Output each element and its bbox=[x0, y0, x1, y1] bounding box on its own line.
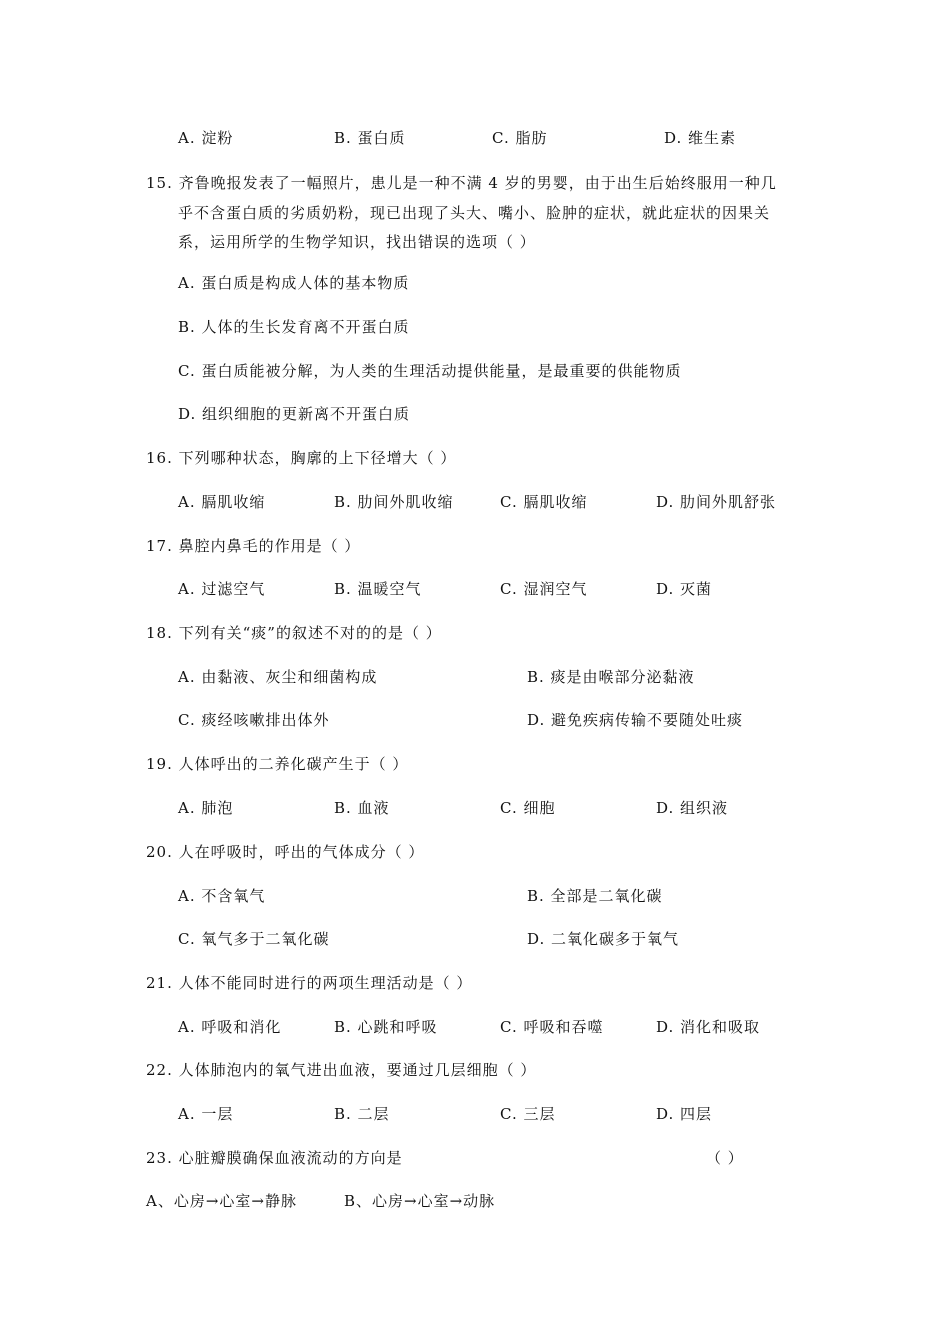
q17-option-b: B. 温暖空气 bbox=[334, 580, 422, 598]
q15-stem-line-1: 15. 齐鲁晚报发表了一幅照片，患儿是一种不满 4 岁的男婴，由于出生后始终服用一种几 bbox=[146, 174, 777, 192]
q21-option-c: C. 呼吸和吞噬 bbox=[500, 1018, 604, 1036]
q17-option-c: C. 湿润空气 bbox=[500, 580, 588, 598]
q19-option-b: B. 血液 bbox=[334, 799, 390, 817]
q14-option-a: A. 淀粉 bbox=[178, 129, 234, 147]
q19-stem: 19. 人体呼出的二养化碳产生于（ ） bbox=[146, 755, 409, 773]
q15-stem-line-2: 乎不含蛋白质的劣质奶粉，现已出现了头大、嘴小、脸肿的症状，就此症状的因果关 bbox=[178, 204, 771, 222]
q18-stem: 18. 下列有关“痰”的叙述不对的的是（ ） bbox=[146, 624, 442, 642]
q20-option-a: A. 不含氧气 bbox=[178, 887, 266, 905]
q21-option-d: D. 消化和吸取 bbox=[656, 1018, 761, 1036]
q22-option-c: C. 三层 bbox=[500, 1105, 556, 1123]
q19-option-a: A. 肺泡 bbox=[178, 799, 234, 817]
q18-option-b: B. 痰是由喉部分泌黏液 bbox=[527, 668, 695, 686]
q15-stem-line-3: 系，运用所学的生物学知识，找出错误的选项（ ） bbox=[178, 233, 536, 251]
q15-option-c: C. 蛋白质能被分解，为人类的生理活动提供能量，是最重要的供能物质 bbox=[178, 362, 682, 380]
q16-option-c: C. 膈肌收缩 bbox=[500, 493, 588, 511]
q18-option-d: D. 避免疾病传输不要随处吐痰 bbox=[527, 711, 744, 729]
q14-option-c: C. 脂肪 bbox=[492, 129, 548, 147]
q22-stem: 22. 人体肺泡内的氧气进出血液，要通过几层细胞（ ） bbox=[146, 1061, 537, 1079]
q18-option-a: A. 由黏液、灰尘和细菌构成 bbox=[178, 668, 378, 686]
q19-option-c: C. 细胞 bbox=[500, 799, 556, 817]
q15-option-d: D. 组织细胞的更新离不开蛋白质 bbox=[178, 405, 411, 423]
q20-option-c: C. 氧气多于二氧化碳 bbox=[178, 930, 330, 948]
q16-option-b: B. 肋间外肌收缩 bbox=[334, 493, 454, 511]
q20-stem: 20. 人在呼吸时，呼出的气体成分（ ） bbox=[146, 843, 425, 861]
q22-option-d: D. 四层 bbox=[656, 1105, 713, 1123]
q19-option-d: D. 组织液 bbox=[656, 799, 729, 817]
q15-option-b: B. 人体的生长发育离不开蛋白质 bbox=[178, 318, 410, 336]
q14-option-d: D. 维生素 bbox=[664, 129, 737, 147]
q17-option-a: A. 过滤空气 bbox=[178, 580, 266, 598]
q21-stem: 21. 人体不能同时进行的两项生理活动是（ ） bbox=[146, 974, 473, 992]
q23-option-a: A、心房→心室→静脉 bbox=[146, 1192, 297, 1210]
q21-option-a: A. 呼吸和消化 bbox=[178, 1018, 282, 1036]
q23-stem: 23. 心脏瓣膜确保血液流动的方向是 bbox=[146, 1149, 403, 1167]
q16-option-a: A. 膈肌收缩 bbox=[178, 493, 266, 511]
q20-option-d: D. 二氧化碳多于氧气 bbox=[527, 930, 680, 948]
q17-stem: 17. 鼻腔内鼻毛的作用是（ ） bbox=[146, 537, 361, 555]
q15-option-a: A. 蛋白质是构成人体的基本物质 bbox=[178, 274, 410, 292]
q23-option-b: B、心房→心室→动脉 bbox=[344, 1192, 496, 1210]
q20-option-b: B. 全部是二氧化碳 bbox=[527, 887, 663, 905]
q17-option-d: D. 灭菌 bbox=[656, 580, 713, 598]
q14-option-b: B. 蛋白质 bbox=[334, 129, 406, 147]
q22-option-a: A. 一层 bbox=[178, 1105, 234, 1123]
q16-stem: 16. 下列哪种状态，胸廓的上下径增大（ ） bbox=[146, 449, 457, 467]
q18-option-c: C. 痰经咳嗽排出体外 bbox=[178, 711, 330, 729]
q21-option-b: B. 心跳和呼吸 bbox=[334, 1018, 438, 1036]
q16-option-d: D. 肋间外肌舒张 bbox=[656, 493, 777, 511]
q22-option-b: B. 二层 bbox=[334, 1105, 390, 1123]
q23-answer-paren: （ ） bbox=[706, 1149, 744, 1167]
